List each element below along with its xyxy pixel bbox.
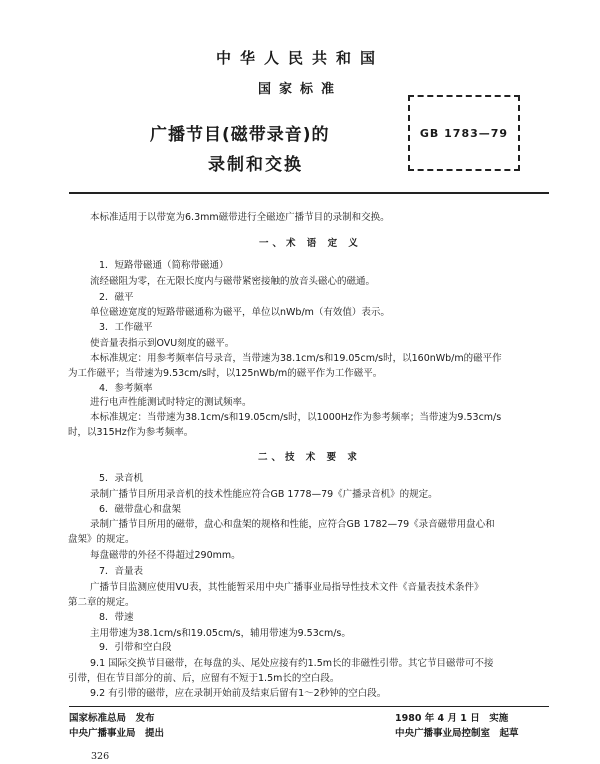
term-4-heading: 4．参考频率 bbox=[99, 383, 153, 394]
header-divider bbox=[69, 192, 549, 194]
req-8-heading: 8．带速 bbox=[99, 612, 134, 623]
req-9-1-text-2: 引带，但在节目部分的前、后，应留有不短于1.5m长的空白段。 bbox=[68, 673, 340, 684]
issuer: 国家标准总局 发布 bbox=[69, 713, 155, 724]
req-6-text-3: 每盘磁带的外径不得超过290mm。 bbox=[90, 550, 241, 561]
req-6-text-1: 录制广播节目所用的磁带，盘心和盘架的规格和性能，应符合GB 1782—79《录音磁带用盘心和 bbox=[90, 519, 495, 530]
req-7-text-2: 第二章的规定。 bbox=[68, 597, 135, 608]
country-name: 中华人民共和国 bbox=[215, 49, 384, 67]
req-9-2-text: 9.2 有引带的磁带，应在录制开始前及结束后留有1～2秒钟的空白段。 bbox=[90, 688, 387, 699]
proposer: 中央广播事业局 提出 bbox=[69, 728, 165, 739]
drafter: 中央广播事业局控制室 起草 bbox=[395, 728, 519, 739]
section-1-title: 一、术 语 定 义 bbox=[259, 238, 362, 249]
req-6-text-2: 盘架》的规定。 bbox=[68, 534, 135, 545]
req-7-text-1: 广播节目监测应使用VU表，其性能暂采用中央广播事业局指导性技术文件《音量表技术条件》 bbox=[90, 582, 484, 593]
term-3-text-1: 使音量表指示到OVU刻度的磁平。 bbox=[90, 338, 235, 349]
term-3-text-3: 为工作磁平；当带速为9.53cm/s时，以125nWb/m的磁平作为工作磁平。 bbox=[68, 368, 383, 379]
title-line-2: 录制和交换 bbox=[208, 155, 303, 175]
page-number: 326 bbox=[91, 751, 110, 762]
effective-date: 1980 年 4 月 1 日 实施 bbox=[395, 713, 509, 724]
standard-number-box bbox=[408, 95, 520, 171]
term-2-text: 单位磁迹宽度的短路带磁通称为磁平，单位以nWb/m（有效值）表示。 bbox=[90, 307, 390, 318]
footer-divider bbox=[69, 706, 549, 707]
term-1-heading: 1．短路带磁通（简称带磁通） bbox=[99, 260, 229, 271]
req-8-text: 主用带速为38.1cm/s和19.05cm/s，辅用带速为9.53cm/s。 bbox=[90, 628, 351, 639]
term-4-text-3: 时，以315Hz作为参考频率。 bbox=[68, 427, 194, 438]
term-4-text-1: 进行电声性能测试时特定的测试频率。 bbox=[90, 397, 252, 408]
title-line-1: 广播节目(磁带录音)的 bbox=[150, 125, 330, 145]
term-4-text-2: 本标准规定：当带速为38.1cm/s和19.05cm/s时，以1000Hz作为参考频率；当带速为9.53cm/s bbox=[90, 412, 502, 423]
term-1-text: 流经磁阻为零，在无限长度内与磁带紧密接触的放音头磁心的磁通。 bbox=[90, 276, 376, 287]
req-9-1-text-1: 9.1 国际交换节目磁带，在每盘的头、尾处应接有约1.5m长的非磁性引带。其它节目磁带可不接 bbox=[90, 658, 494, 669]
term-3-text-2: 本标准规定：用参考频率信号录音，当带速为38.1cm/s和19.05cm/s时，以160nWb/m的磁平作 bbox=[90, 353, 502, 364]
section-2-title: 二、技 术 要 求 bbox=[258, 452, 361, 463]
standard-type: 国家标准 bbox=[257, 82, 342, 97]
term-2-heading: 2．磁平 bbox=[99, 292, 134, 303]
req-5-text: 录制广播节目所用录音机的技术性能应符合GB 1778—79《广播录音机》的规定。 bbox=[90, 489, 438, 500]
req-5-heading: 5．录音机 bbox=[99, 473, 144, 484]
req-7-heading: 7．音量表 bbox=[99, 566, 144, 577]
req-9-heading: 9．引带和空白段 bbox=[99, 642, 172, 653]
term-3-heading: 3．工作磁平 bbox=[99, 322, 153, 333]
intro-text: 本标准适用于以带宽为6.3mm磁带进行全磁迹广播节目的录制和交换。 bbox=[90, 212, 390, 223]
standard-number: GB 1783—79 bbox=[419, 127, 509, 140]
req-6-heading: 6．磁带盘心和盘架 bbox=[99, 504, 182, 515]
